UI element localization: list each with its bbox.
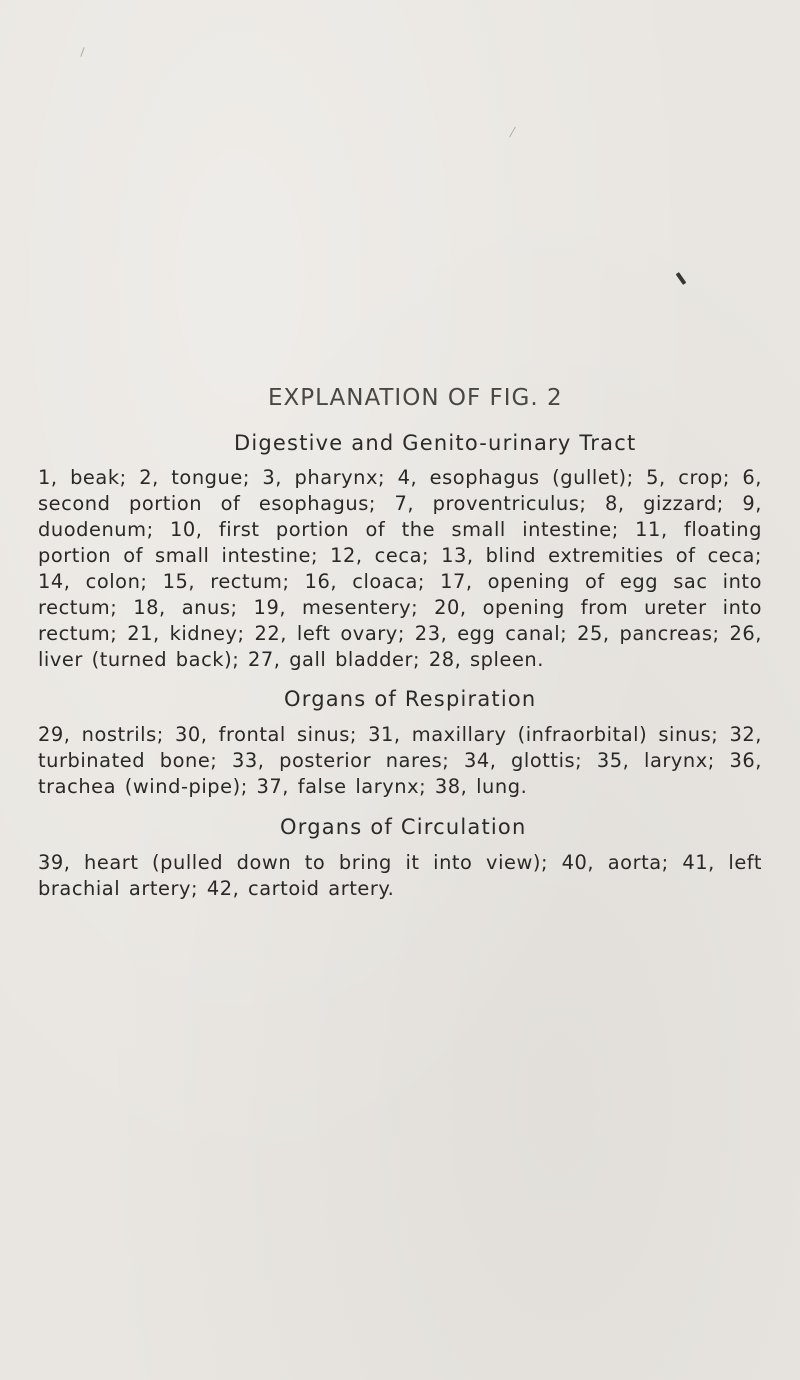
figure-title: EXPLANATION OF FIG. 2: [268, 385, 563, 411]
section-text-circulation: 39, heart (pulled down to bring it into view); 40, aorta; 41, left brachial artery; 42, cartoid artery.: [38, 851, 762, 900]
section-text-respiration: 29, nostrils; 30, frontal sinus; 31, maxillary (infraorbital) sinus; 32, turbinated bone; 33, posterior nares; 34, glottis; 35, larynx; 36, trachea (wind-pipe); 37, false larynx; 38, lung.: [38, 723, 762, 798]
section-heading-respiration: Organs of Respiration: [284, 687, 537, 711]
section-heading-circulation: Organs of Circulation: [280, 815, 527, 839]
section-heading-digestive: Digestive and Genito-urinary Tract: [234, 431, 637, 455]
section-text-digestive: 1, beak; 2, tongue; 3, pharynx; 4, esophagus (gullet); 5, crop; 6, second portion of esophagus; 7, proventriculus; 8, gizzard; 9, duodenum; 10, first portion of the small intestine; 11, floating portion of small intestine; 12, ceca; 13, blind extremities of ceca; 14, colon; 15, rectum; 16, cloaca; 17, opening of egg sac into rectum; 18, anus; 19, mesentery; 20, opening from ureter into rectum; 21, kidney; 22, left ovary; 23, egg canal; 25, pancreas; 26, liver (turned back); 27, gall bladder; 28, spleen.: [38, 466, 762, 671]
paper-speck: [509, 127, 516, 138]
ink-mark: [676, 272, 687, 285]
paper-speck: [80, 47, 84, 57]
